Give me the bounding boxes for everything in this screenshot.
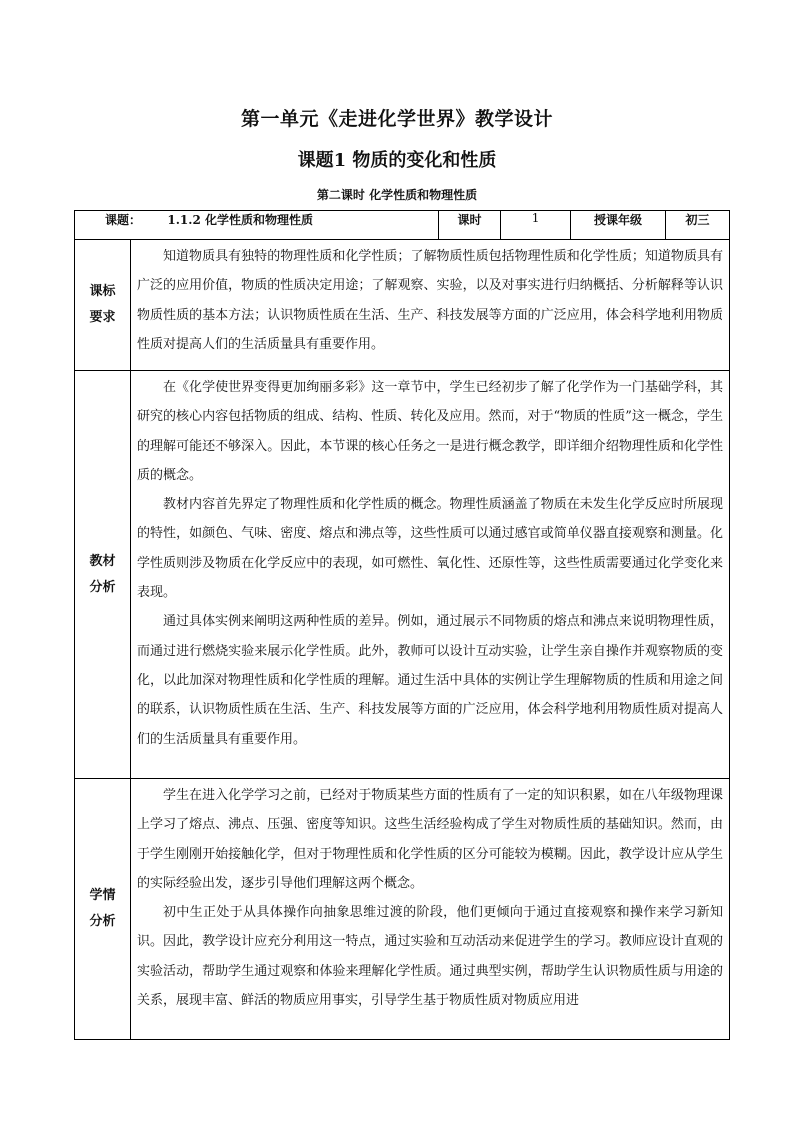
students-content (131, 779, 730, 1040)
standard-paragraph: 知道物质具有独特的物理性质和化学性质；了解物质性质包括物理性质和化学性质；知道物质具有广泛的应用价值，物质的性质决定用途；了解观察、实验，以及对事实进行归纳概括、分析解释等认识物质性质的基本方法；认识物质性质在生活、生产、科技发展等方面的广泛应用，体会科学地利用物质性质对提高人们的生活质量具有重要作用。 (137, 249, 724, 352)
textbook-paragraph: 教材内容首先界定了物理性质和化学性质的概念。物理性质涵盖了物质在未发生化学反应时所展现的特性，如颜色、气味、密度、熔点和沸点等，这些性质可以通过感官或简单仪器直接观察和测量。化学性质则涉及物质在化学反应中的表现，如可燃性、氧化性、还原性等，这些性质需要通过化学变化来表现。 (137, 497, 724, 601)
period-label: 课时 (439, 211, 501, 240)
grade-value: 初三 (666, 211, 730, 240)
topic-cell (75, 211, 439, 240)
textbook-paragraph: 通过具体实例来阐明这两种性质的差异。例如，通过展示不同物质的熔点和沸点来说明物理性质，而通过进行燃烧实验来展示化学性质。此外，教师可以设计互动实验，让学生亲自操作并观察物质的变化，以此加深对物理性质和化学性质的理解。通过生活中具体的实例让学生理解物质的性质和用途之间的联系，认识物质性质在生活、生产、科技发展等方面的广泛应用，体会科学地利用物质性质对提高人们的生活质量具有重要作用。 (137, 614, 724, 747)
standard-label-line1: 课标 (89, 284, 116, 299)
section-title: 第二课时 化学性质和物理性质 (316, 188, 478, 202)
students-label-line2: 分析 (89, 914, 116, 929)
textbook-paragraph: 在《化学使世界变得更加绚丽多彩》这一章节中，学生已经初步了解了化学作为一门基础学科，其研究的核心内容包括物质的组成、结构、性质、转化及应用。然而，对于“物质的性质”这一概念，学生的理解可能还不够深入。因此，本节课的核心任务之一是进行概念教学，即详细介绍物理性质和化学性质的概念。 (137, 380, 724, 483)
period-value: 1 (501, 211, 571, 240)
standard-row (75, 240, 730, 371)
textbook-label (75, 371, 131, 779)
standard-label (75, 240, 131, 371)
students-label-line1: 学情 (89, 888, 116, 903)
textbook-content (131, 371, 730, 779)
topic-value: 1.1.2 化学性质和物理性质 (167, 213, 313, 227)
standard-content (131, 240, 730, 371)
textbook-label-line2: 分析 (89, 579, 116, 595)
students-row (75, 779, 730, 1040)
lesson-plan-table (74, 210, 730, 1040)
grade-label: 授课年级 (571, 211, 666, 240)
students-paragraph: 初中生正处于从具体操作向抽象思维过渡的阶段，他们更倾向于通过直接观察和操作来学习新知识。因此，教学设计应充分利用这一特点，通过实验和互动活动来促进学生的学习。教师应设计直观的实验活动，帮助学生通过观察和体验来理解化学性质。通过典型实例，帮助学生认识物质性质与用途的关系，展现丰富、鲜活的物质应用事实，引导学生基于物质性质对物质应用进 (137, 905, 724, 1009)
students-label (75, 779, 131, 1040)
document-title: 第一单元《走进化学世界》教学设计 (240, 108, 553, 130)
textbook-label-line1: 教材 (89, 553, 116, 569)
topic-label: 课题： (105, 213, 142, 227)
students-paragraph: 学生在进入化学学习之前，已经对于物质某些方面的性质有了一定的知识积累，如在八年级物理课上学习了熔点、沸点、压强、密度等知识。这些生活经验构成了学生对物质性质的基础知识。然而，由于学生刚刚开始接触化学，但对于物理性质和化学性质的区分可能较为模糊。因此，教学设计应从学生的实际经验出发，逐步引导他们理解这两个概念。 (137, 788, 724, 891)
info-row (75, 211, 730, 240)
textbook-row (75, 371, 730, 779)
standard-label-line2: 要求 (89, 310, 116, 325)
lesson-title: 课题1 物质的变化和性质 (297, 150, 497, 171)
